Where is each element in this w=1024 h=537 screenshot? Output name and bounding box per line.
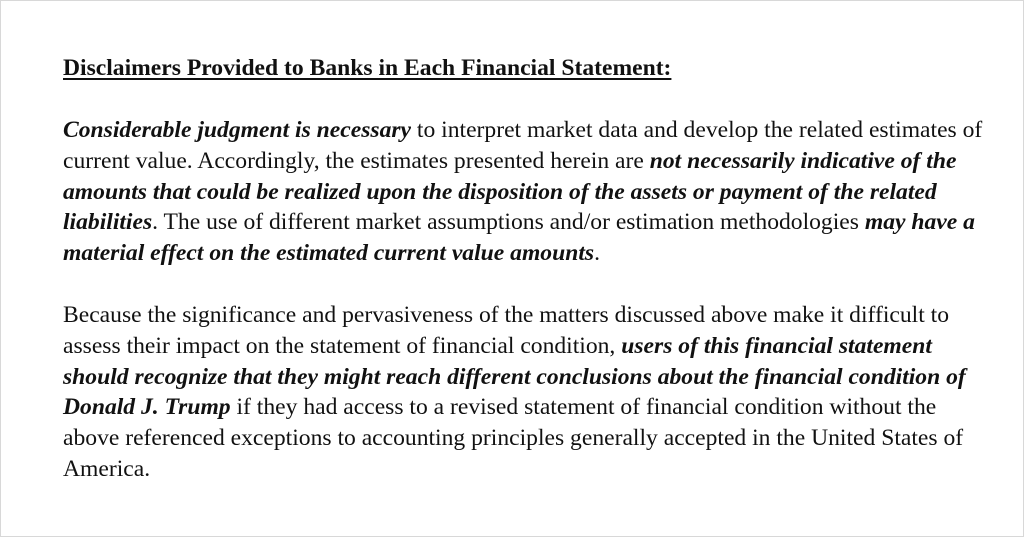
emphasis-judgment: Considerable judgment is necessary <box>63 117 412 143</box>
document-body <box>63 53 983 485</box>
paragraph1-text-2: . The use of different market assumptions and/or estimation methodologies <box>152 209 865 236</box>
paragraph-valuation-disclaimer <box>63 115 983 269</box>
paragraph-conclusions-disclaimer <box>63 300 983 485</box>
paragraph2-text-2: if they had access to a revised statement of financial condition without the above referenced exceptions to accounting principles generally accepted in the United States of America. <box>63 394 964 482</box>
emphasis-not-indicative: not necessarily indicative of the amounts that could be realized upon the disposition of the assets or payment of the related liabilities <box>63 147 957 236</box>
paragraph1-period: . <box>594 240 600 267</box>
emphasis-material-effect: may have a material effect on the estimated current value amounts <box>63 209 975 267</box>
section-heading: Disclaimers Provided to Banks in Each Financial Statement: <box>63 55 672 81</box>
paragraph1-text-1: to interpret market data and develop the related estimates of current value. Accordingly, the estimates presented herein are <box>63 117 983 174</box>
paragraph2-text-1: Because the significance and pervasiveness of the matters discussed above make it difficult to assess their impact on the statement of financial condition, <box>63 301 950 359</box>
emphasis-different-conclusions: users of this financial statement should recognize that they might reach different conclusions about the financial condition of Donald J. Trump <box>63 332 966 421</box>
